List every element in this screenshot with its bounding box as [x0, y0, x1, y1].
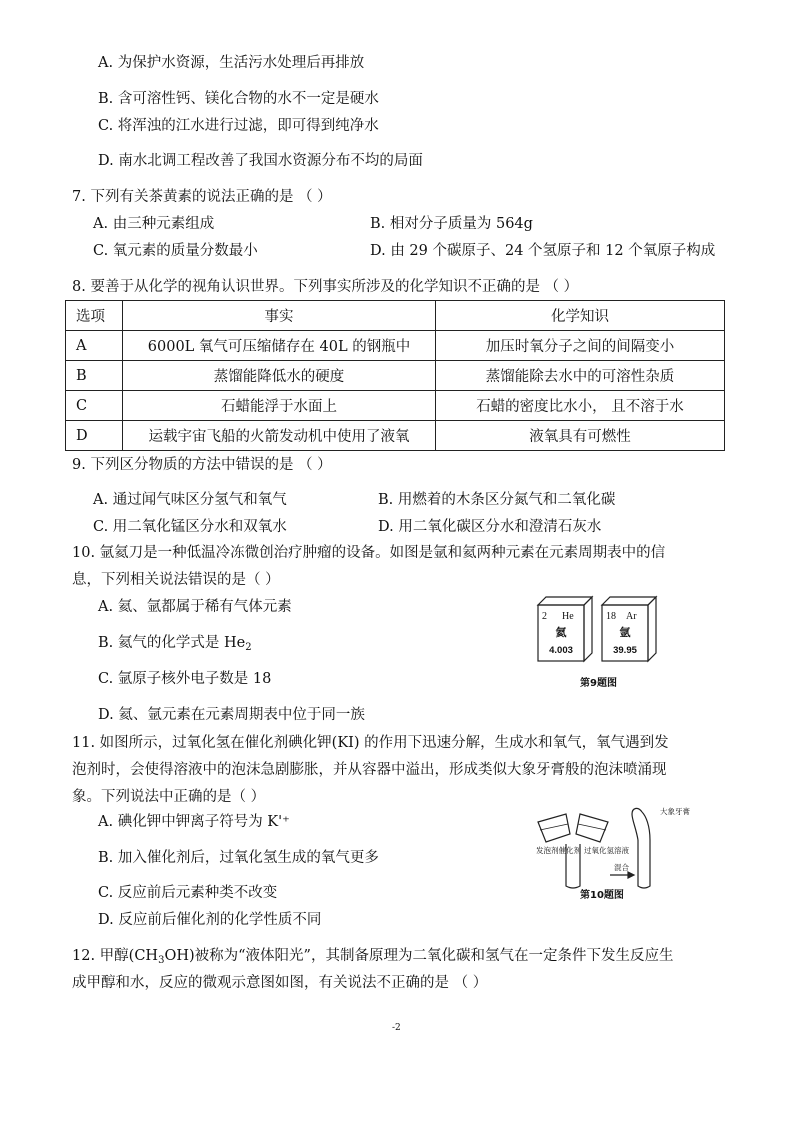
ar-symbol: Ar: [626, 611, 637, 622]
row-fact: 运载宇宙飞船的火箭发动机中使用了液氧: [123, 421, 436, 451]
q12-stem-line2: 成甲醇和水，反应的微观示意图如图，有关说法不正确的是 （ ）: [72, 975, 488, 991]
q10-option-a: A. 氦、氩都属于稀有气体元素: [98, 599, 292, 615]
q11-option-a: A. 碘化钾中钾离子符号为 K'⁺: [98, 814, 290, 830]
label-foaming-agent: 发泡剂催化剂: [536, 846, 581, 855]
table-row: [66, 361, 725, 391]
q10-stem-line1: 10. 氩氦刀是一种低温冷冻微创治疗肿瘤的设备。如图是氩和氦两种元素在元素周期表中的信: [72, 545, 666, 561]
row-option: A: [66, 331, 123, 361]
q7-option-a: A. 由三种元素组成: [93, 216, 215, 232]
q9-option-c: C. 用二氧化锰区分水和双氧水: [93, 519, 287, 535]
q11-stem-line1: 11. 如图所示，过氧化氢在催化剂碘化钾(KI) 的作用下迅速分解，生成水和氧气，氧气遇到发: [72, 735, 669, 751]
page-number: -2: [392, 1023, 401, 1033]
table-row: [66, 391, 725, 421]
q9-stem: 9. 下列区分物质的方法中错误的是 （ ）: [72, 457, 332, 473]
figure-caption-q11: 第10题图: [580, 890, 624, 901]
row-knowledge: 石蜡的密度比水小， 且不溶于水: [436, 391, 725, 421]
q10-option-c: C. 氩原子核外电子数是 18: [98, 671, 272, 687]
table-row: [66, 421, 725, 451]
row-option: D: [66, 421, 123, 451]
q7-option-c: C. 氧元素的质量分数最小: [93, 243, 258, 259]
q7-option-d: D. 由 29 个碳原子、24 个氢原子和 12 个氧原子构成: [370, 243, 716, 259]
row-fact: 蒸馏能降低水的硬度: [123, 361, 436, 391]
ar-atomic-number: 18: [606, 611, 616, 622]
q7-stem: 7. 下列有关茶黄素的说法正确的是 （ ）: [72, 189, 332, 205]
he-symbol: He: [562, 611, 574, 622]
header-option: 选项: [66, 301, 123, 331]
q12-stem-line1: 12. 甲醇$(CH_3OH)$被称为“液体阳光”，其制备原理为二氧化碳和氢气在一定条件下发生反应生: [72, 948, 674, 966]
q11-option-d: D. 反应前后催化剂的化学性质不同: [98, 912, 322, 928]
q11-option-b: B. 加入催化剂后，过氧化氢生成的氧气更多: [98, 850, 379, 866]
table-row: [66, 331, 725, 361]
label-elephant-toothpaste: 大象牙膏: [660, 807, 690, 816]
table-header-row: [66, 301, 725, 331]
q6-option-b: B. 含可溶性钙、镁化合物的水不一定是硬水: [98, 91, 379, 107]
periodic-cells-figure: [530, 595, 660, 663]
q8-stem: 8. 要善于从化学的视角认识世界。下列事实所涉及的化学知识不正确的是 （ ）: [72, 279, 579, 295]
row-fact: 6000L 氧气可压缩储存在 40L 的钢瓶中: [123, 331, 436, 361]
header-fact: 事实: [123, 301, 436, 331]
elephant-toothpaste-figure: [528, 800, 728, 890]
label-mix: 混合: [614, 863, 629, 872]
header-knowledge: 化学知识: [436, 301, 725, 331]
q11-option-c: C. 反应前后元素种类不改变: [98, 885, 278, 901]
q10-option-b: B. 氦气的化学式是 $He_2$: [98, 635, 252, 653]
row-fact: 石蜡能浮于水面上: [123, 391, 436, 421]
he-atomic-number: 2: [542, 611, 547, 622]
q6-option-c: C. 将浑浊的江水进行过滤，即可得到纯净水: [98, 118, 379, 134]
q11-stem-line2: 泡剂时，会使得溶液中的泡沫急剧膨胀，并从容器中溢出，形成类似大象牙膏般的泡沫喷涌现: [72, 762, 667, 778]
row-knowledge: 蒸馏能除去水中的可溶性杂质: [436, 361, 725, 391]
ar-mass: 39.95: [613, 645, 637, 656]
row-option: B: [66, 361, 123, 391]
q9-option-a: A. 通过闻气味区分氢气和氧气: [93, 492, 287, 508]
q11-stem-line3: 象。下列说法中正确的是（ ）: [72, 789, 266, 805]
figure-caption-q10: 第9题图: [580, 678, 617, 689]
ar-name: 氩: [619, 626, 631, 639]
row-knowledge: 加压时氧分子之间的间隔变小: [436, 331, 725, 361]
he-name: 氦: [555, 626, 567, 639]
q9-option-d: D. 用二氧化碳区分水和澄清石灰水: [378, 519, 602, 535]
row-option: C: [66, 391, 123, 421]
q8-table: [65, 300, 725, 451]
q9-option-b: B. 用燃着的木条区分氮气和二氧化碳: [378, 492, 616, 508]
q10-stem-line2: 息，下列相关说法错误的是（ ）: [72, 572, 280, 588]
label-hydrogen-peroxide: 过氧化氢溶液: [584, 846, 629, 855]
q6-option-d: D. 南水北调工程改善了我国水资源分布不均的局面: [98, 153, 423, 169]
q6-option-a: A. 为保护水资源，生活污水处理后再排放: [98, 55, 365, 71]
q10-option-d: D. 氦、氩元素在元素周期表中位于同一族: [98, 707, 365, 723]
q7-option-b: B. 相对分子质量为 564g: [370, 216, 533, 232]
he-mass: 4.003: [549, 645, 573, 656]
row-knowledge: 液氧具有可燃性: [436, 421, 725, 451]
